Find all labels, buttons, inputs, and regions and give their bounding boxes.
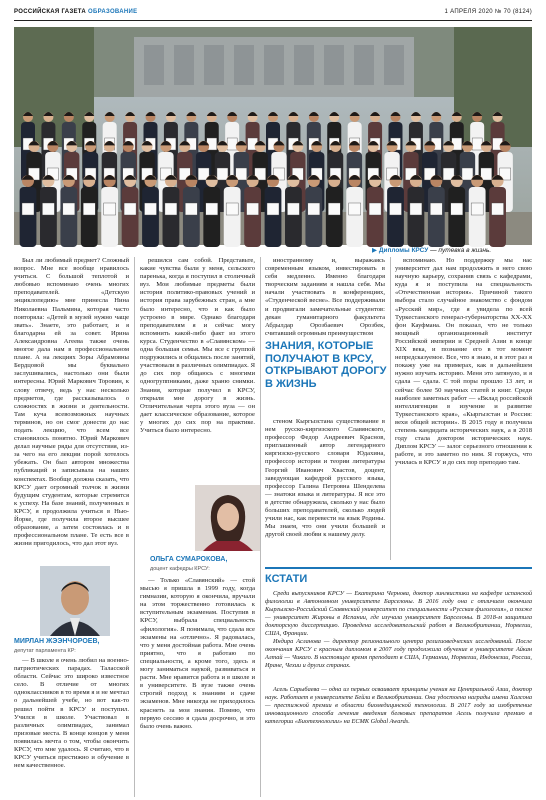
column-1: [14, 257, 129, 557]
column-3b-text: стеном Кыргызстана существование в нем русско-киргизского Славянского, профессор Федор Андреевич Краснов, приглашенный автор легендарного киргизско-русского словаря Юдахина, профессор истории и теории литературы Георгий Иванович Хвастов, доцент, заведующая кафедрой русского языка, профессор Галина Петровна Шенделева — знатоки языка и литературы. Я все это в детстве обнаружила, сколько у нас было больших преподавателей, сколько людей учили нас, как перевести на язык Родины. Мы знаем, что они учили большей и другой своей любви к нашему делу.: [265, 418, 385, 539]
kstati-rule: [265, 567, 532, 569]
quote-1-role: депутат парламента КР:: [14, 648, 76, 654]
column-1-quote-text: — В школе я очень любил на военно-патриотических парадах. Таласской области. Сейчас это широко известное село. В отличие от многих одноклассников в то время я и не мечтал о дальнейшей учебе, но вот как-то решил пойти в КРСУ и поступил. Учился в школе. Участвовал в различных олимпиадах, занимал призовые места. В конце концов у меня появилась мечта о том, чтобы окончить КРСУ, что мне удалось. Я считаю, что в КРСУ учиться престижно и обучение в нем качественное.: [14, 657, 129, 770]
column-2-quote: [140, 577, 255, 795]
newspaper-name: РОССИЙСКАЯ ГАЗЕТА: [14, 9, 87, 15]
olga-portrait: [195, 485, 261, 551]
column-2-text: решился сам собой. Представьте, какие чувства были у меня, сельского паренька, когда я поступил в столичный вуз. Мои любимые предметы были история политико-правовых учений и история права зарубежных стран, а мне было интересно, что и как было устроено в мире. Однако благодаря преподавателям я и сейчас могу вспомнить какой-либо факт из этого курса. Студенчество в «Славянском» — одна большая семья. Мы все с группой подружились и общались после занятий, участвовали в различных олимпиадах. Я до сих пор общаюсь с многими одногруппниками, даже храню снимки. Знания, которые получил в КРСУ, открыли мне дорогу в жизнь. Отличительная черта этого вуза — он дает классическое образование, которое у многих до сих пор на практике. Учиться было интересно.: [140, 257, 255, 434]
quote-1-name: МИРЛАН ЖЭЭНЧОРОЕВ,: [14, 638, 100, 645]
photo-caption: [372, 246, 491, 254]
caption-lead: Дипломы КРСУ: [378, 247, 429, 254]
quote-2-role: доцент кафедры КРСУ:: [150, 566, 210, 572]
kstati-p1: Среди выпускников КРСУ — Екатерина Чернова, доктор лингвистики на кафедре испанской филологии в Автономном университете Барселоны. В 2016 году она с отличием окончила Кыргызско-Российский Славянский университет по специальности «Русская филология», а позже — университет Жироны в Испании, где изучала университет Барселоны. В 2018-м защитила докторскую диссертацию. Проведена исследовательский работ в Великобритании, Норвегии, США, Франции.: [265, 590, 532, 637]
kstati-p3: Асель Сарыбаева — одна из первых осваивает принципы учения на Центральной Азии, доктор наук. Работает в университете Бейли в Великобритании. Она удостоена награды имени Халсона — престижной премии в области биомедицинской технологии. В 2017 году за изобретение инновационного способа лечения введения белковых препаратов Асель получила премию в категории «Биотехнологии» на ЕСМК Global Awards.: [265, 686, 532, 725]
mirlan-portrait: [40, 566, 110, 636]
header-left: [14, 9, 137, 15]
column-3: [265, 257, 385, 337]
quote-2-name: ОЛЬГА СУМАРОКОВА,: [150, 556, 228, 563]
column-4-text: вспоминаю. Но поддержку мы нас университет дал нам продолжить в него свою научную карьеру, сохранив связь с кафедрами, куда я и поступила на специальность «Отечественная история». Причиной такого выбора стало случайное знакомство с фондом «Русский мир», где я увидела по всей Туркестанского генерал-губернаторства ХХ-ХХ фон Кауфмана. Он показал, что не только мощный организационный институт Российской империи и Средней Азии в конце ХIХ века, и познание его в тот момент непредсказуемое. Все, что я знаю, и в этот раз я покажу уже на примерах, как в дальнейшем нужно изучать историю. Меня это затянуло, и я сдала — сдала. С той поры прошло 13 лет, и сейчас более 50 научных статей и книг. Среди наиболее заметных работ — «Вклад российской интеллигенции в изучение и развитие Туркестанского края», «Кыргызстан и Россия: вехи общей истории». В 2015 году я получила степень кандидата исторических наук, а в 2018 году стала доктором исторических наук. Диплом КРСУ — залог серьезного отношения к работе, и это заметно по ним. Я горжусь, что училась в КРСУ и до сих пор преподаю там.: [395, 257, 532, 467]
caption-marker-icon: ▶: [372, 247, 377, 254]
column-divider: [134, 257, 135, 797]
kstati-paragraph: [265, 686, 532, 729]
graduates-group-photo: [14, 27, 532, 245]
page-header: [14, 8, 532, 21]
issue-date: 1 АПРЕЛЯ 2020 № 70 (8124): [444, 9, 532, 15]
section-name: ОБРАЗОВАНИЕ: [88, 9, 138, 15]
kstati-title: КСТАТИ: [265, 573, 308, 585]
kstati-paragraph: [265, 638, 532, 673]
headline: ЗНАНИЯ, КОТОРЫЕ ПОЛУЧАЮТ В КРСУ, ОТКРЫВАЮТ ДОРОГУ В ЖИЗНЬ: [265, 340, 387, 390]
column-3-continued: [265, 418, 385, 560]
column-4: [395, 257, 532, 560]
column-divider: [260, 257, 261, 797]
kstati-paragraph: [265, 590, 532, 640]
kstati-p2: Индира Асланова — директор регионального центра религиоведческих исследований. После окончания КРСУ с красным дипломом в 2007 году продолжила обучение в университете Айкан Алтай — Чикаго. В настоящее время преподает в США, Германии, Норвегии, Индонезии, России, Иране, Чехии и других странах.: [265, 638, 532, 669]
column-2: [140, 257, 255, 482]
caption-text: — путевка в жизнь.: [428, 247, 492, 254]
column-1-quote: [14, 657, 129, 795]
column-2-quote-text: — Только «Славянский» — стой мысью я пришла в 1999 году, когда гимназии, которую я окончила, вручали на этом торжественно готовилась к вступительным экзаменам. Поступив в КРСУ, выбрала специальность «филология». Я понимала, что сдала все экзамены на «отлично». Я радовалась, что у меня достойная работа. Мне очень приятно, что я работаю по специальности, а кроме того, здесь я могу заниматься наукой, развиваться и расти. Мне нравится работа и в школе и в университете. В вузе также очень строгий подход к знаниям и сдаче экзаменов. Мне никогда не приходилось краснеть за мои знания. Помню, что первую сессию я сдала досрочно, и это было очень важно.: [140, 577, 255, 730]
column-divider: [390, 257, 391, 560]
column-1-text: Был ли любимый предмет? Сложный вопрос. Мне все вообще нравилось учиться. С большой теплотой и любовью вспоминаю очень многих преподавателей. «Детскую энциклопедию» мне принесла Нина Николаевна Пальмина, которая часто повторяла: «Детей в музей нужно чаще звать». Знаете, это работает, и я благодарна ей за совет. Ирина Александровна Агеева также очень многое дала нам в профессиональном плане. А на лекциях Зоры Абрамовны Бердцовой мы буквально заслушивались, настолько они были интересны. Юрий Маркович Торовин, к слову отвечу, ведь у нас несколько предметов, где рассказывалось о сложностях в жизни и деятельности. Там куча всевозможных научных терминов, но он смог донести до нас подать лекцию, что всем все становилось понятно. Юрий Маркович делал научные ряды для отсутствия, из-за чего на его лекции порой хотелось убежать. Он был автором множества публикаций и записывала на наших конспектах. Вообще должна сказать, что КРСУ дает огромный толчок в жизни будущим студентам, которые стремятся к успеху. На базе знаний, полученных в КРСУ, я продолжила учиться в Нью-Йорке, где получила второе высшее образование, а затем состоялась и в профессиональном плане. Те есть все в жизни пригодилось, что дал этот вуз.: [14, 257, 129, 548]
column-3-text: иностранному и, выражаясь современным языком, инвестировать в себя медленно. Именно благодаря творческим заданиям я нашла себя. Мы начали участвовать в конференциях, «Студенческой весне». Все поддерживали и продвигали замечательные студентов: декан гуманитарного факультета Абдылдар Орозбаевич Орозбек, считавший огромным преимуществом: [265, 257, 385, 337]
